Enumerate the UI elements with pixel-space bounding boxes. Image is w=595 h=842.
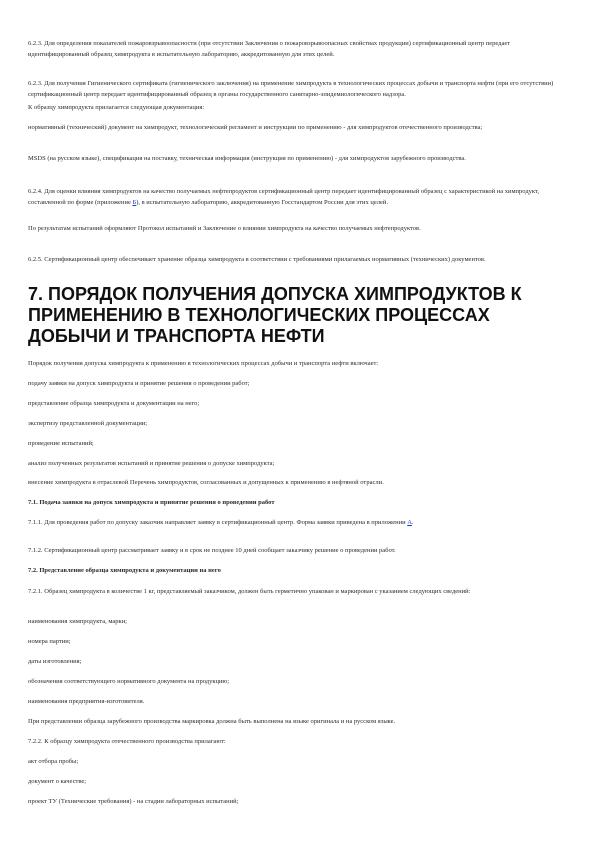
list-item-product-name: наименования химпродукта, марки;: [28, 618, 127, 625]
paragraph-7-1-1-text: 7.1.1. Для проведения работ по допуску заказчик направляет заявку в сертификационный центр. Форма заявки приведена в приложении: [28, 519, 408, 526]
list-item-draft-tu: проект ТУ (Технические требования) - на стадии лабораторных испытаний;: [28, 798, 239, 805]
paragraph-7-1-2: 7.1.2. Сертификационный центр рассматривает заявку и в срок не позднее 10 дней сообщает заказчику решение о проведении работ.: [28, 547, 396, 554]
paragraph-test-results: По результатам испытаний оформляют Протокол испытаний и Заключение о влиянии химпродукта на качество получаемых нефтепродуктов.: [28, 225, 421, 232]
list-item-normative-document: обозначения соответствующего нормативного документа на продукцию;: [28, 678, 230, 685]
paragraph-6-2-4-text-end: ), в испытательную лабораторию, аккредитованную Госстандартом России для этих целей.: [136, 199, 388, 206]
appendix-b-link[interactable]: Б: [132, 199, 137, 206]
list-item-sampling-act: акт отбора пробы;: [28, 758, 79, 765]
subsection-7-2-heading: 7.2. Представление образца химпродукта и документации на него: [28, 567, 221, 574]
paragraph-procedure-intro: Порядок получения допуска химпродукта к применению в технологических процессах добычи и транспорта нефти включает:: [28, 360, 379, 367]
paragraph-6-2-3-hygiene: 6.2.3. Для получения Гигиенического сертификата (гигиенического заключения) на применение химпродукта в технологических процессах добычи и транспорта нефти (при его отсутствии) сертификационный центр передает идентифицированный образец в органы государственного санитарно-эпидемиологического надзора.: [28, 80, 554, 98]
list-item-register-listing: внесение химпродукта в отраслевой Перечень химпродуктов, согласованных и допущенных к применению в нефтяной отрасли.: [28, 479, 384, 486]
list-item-manufacture-date: даты изготовления;: [28, 658, 82, 665]
list-item-expert-review: экспертизу представленной документации;: [28, 420, 148, 427]
paragraph-6-2-4-text-start: 6.2.4. Для оценки влияния химпродуктов на качество получаемых нефтепродуктов сертификационный центр передает идентифицированный образец с характеристикой на химпродукт, составленной по форме (приложение: [28, 188, 539, 206]
list-item-manufacturer: наименования предприятия-изготовителя.: [28, 698, 145, 705]
paragraph-6-2-4: [28, 186, 565, 208]
paragraph-domestic-docs: нормативный (технический) документ на химпродукт, технологический регламент и инструкции по применению - для химпродуктов отечественного производства;: [28, 124, 483, 131]
list-item-submit-sample: представление образца химпродукта и документации на него;: [28, 400, 200, 407]
list-item-analysis-decision: анализ полученных результатов испытаний и принятие решения о допуске химпродукта;: [28, 460, 275, 467]
paragraph-7-2-2: 7.2.2. К образцу химпродукта отечественного производства прилагают:: [28, 738, 226, 745]
section-7-heading: 7. ПОРЯДОК ПОЛУЧЕНИЯ ДОПУСКА ХИМПРОДУКТОВ К ПРИМЕНЕНИЮ В ТЕХНОЛОГИЧЕСКИХ ПРОЦЕССАХ ДОБЫЧИ И ТРАНСПОРТА НЕФТИ: [28, 284, 522, 346]
list-item-testing: проведение испытаний;: [28, 440, 94, 447]
paragraph-7-1-1-text-end: .: [411, 519, 414, 526]
list-item-quality-document: документ о качестве;: [28, 778, 87, 785]
paragraph-foreign-docs: MSDS (на русском языке), спецификация на поставку, техническая информация (инструкция по применению) - для химпродуктов зарубежного производства.: [28, 155, 466, 162]
paragraph-documentation-intro: К образцу химпродукта прилагается следующая документация:: [28, 104, 205, 111]
paragraph-6-2-3-fire-safety: 6.2.3. Для определения показателей пожаровзрывоопасности (при отсутствии Заключения о пожаровзрывоопасных свойствах продукции) сертификационный центр передает идентифицированный образец химпродукта в испытательную лабораторию, аккредитованную для этих целей.: [28, 40, 511, 58]
paragraph-7-2-1: 7.2.1. Образец химпродукта в количестве 1 кг, представляемый заказчиком, должен быть герметично упакован и маркирован с указанием следующих сведений:: [28, 588, 471, 595]
list-item-batch-number: номера партии;: [28, 638, 71, 645]
paragraph-7-1-1: [28, 517, 565, 528]
appendix-a-link[interactable]: А: [407, 519, 412, 526]
paragraph-6-2-5: 6.2.5. Сертификационный центр обеспечивает хранение образца химпродукта в соответствии с требованиями прилагаемых нормативных (технических) документов.: [28, 256, 486, 263]
subsection-7-1-heading: 7.1. Подача заявки на допуск химпродукта и принятие решения о проведении работ: [28, 499, 275, 506]
paragraph-foreign-labeling: При представлении образца зарубежного производства маркировка должна быть выполнена на языке оригинала и на русском языке.: [28, 718, 396, 725]
list-item-submit-application: подачу заявки на допуск химпродукта и принятие решения о проведении работ;: [28, 380, 250, 387]
